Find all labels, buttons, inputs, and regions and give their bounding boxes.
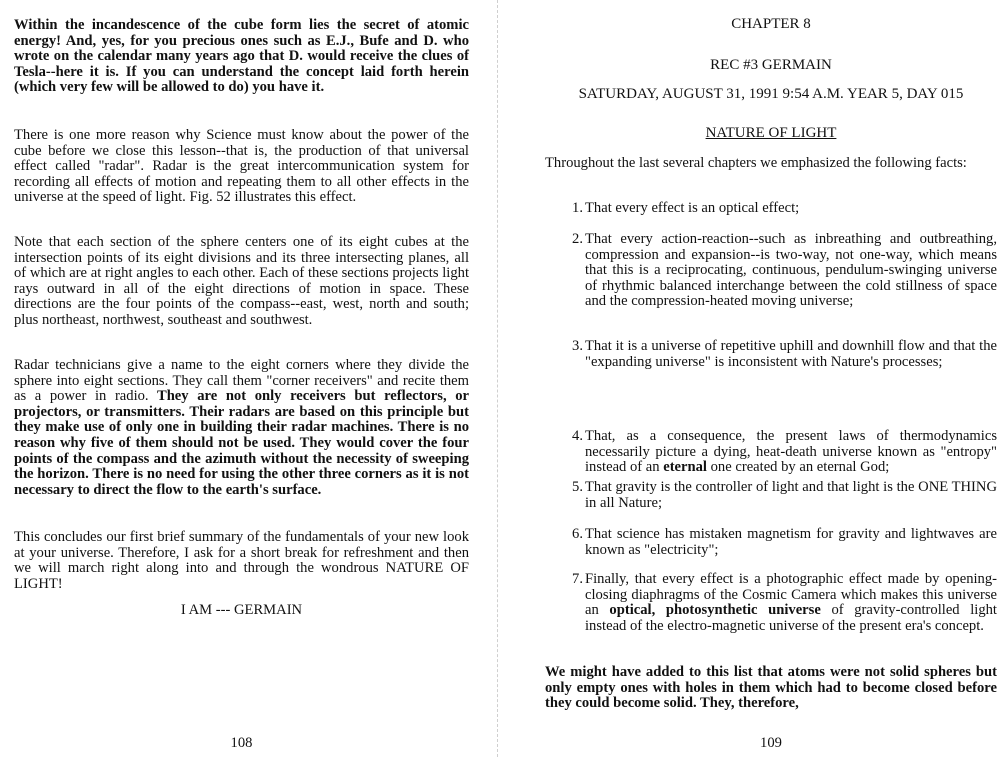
left-page <box>14 0 469 757</box>
right-page <box>545 0 997 757</box>
list-text-part: That, as a consequence, the present laws of thermodynamics necessarily picture a dying, heat-death universe known as "entropy" instead of an <box>585 428 997 476</box>
list-text <box>585 572 997 634</box>
list-number: 5. <box>572 479 583 495</box>
page-number-right: 109 <box>760 735 782 751</box>
list-number: 6. <box>572 526 583 542</box>
left-paragraph-2: There is one more reason why Science must know about the power of the cube before we close this lesson--that is, the production of that universal effect called "radar". Radar is the great intercommunication system for recording all effects of motion and repeating them to all other effects in the universe at the speed of light. Fig. 52 illustrates this effect. <box>14 127 469 206</box>
signature: I AM --- GERMAIN <box>180 602 303 618</box>
list-text-part: one created by an eternal God; <box>706 459 890 476</box>
left-paragraph-3: Note that each section of the sphere centers one of its eight cubes at the intersection points of its eight divisions and its three intersecting planes, all of which are at right angles to each other. Each of these sections projects light rays outward in all of the eight directions of motion in space. These directions are the four points of the compass--east, west, north and south; plus northeast, northwest, southeast and southwest. <box>14 234 469 328</box>
list-number: 1. <box>572 200 583 216</box>
list-text: That every action-reaction--such as inbreathing and outbreathing, compression and expansion--is two-way, not one-way, which means that this is a reciprocating, continuous, pendulum-swinging universe of rhythmic balanced interchange between the cold stillness of space and the compression-heated moving universe; <box>585 231 997 310</box>
list-text-emphasis: eternal <box>663 459 707 476</box>
closing-paragraph: We might have added to this list that atoms were not solid spheres but only empty ones with holes in them which had to become closed before they could become solid. They, therefore, <box>545 664 997 712</box>
list-number: 4. <box>572 428 583 444</box>
list-number: 7. <box>572 571 583 587</box>
gutter-divider <box>497 0 498 757</box>
chapter-heading: CHAPTER 8 <box>731 16 811 32</box>
radar-text-bold: They are not only receivers but reflectors, or projectors, or transmitters. Their radars are based on this principle but they make use of only one in building their radar machines. There is no reason why five of them should not be used. They would cover the four points of the compass and the azimuth without the necessity of sweeping the horizon. There is no need for using the other three corners as it is not necessary to direct the flow to the earth's surface. <box>14 388 469 498</box>
list-text: That it is a universe of repetitive uphill and downhill flow and that the "expanding universe" is inconsistent with Nature's processes; <box>585 338 997 370</box>
section-title: NATURE OF LIGHT <box>705 125 837 141</box>
list-text-emphasis: optical, photosynthetic universe <box>609 602 821 619</box>
page-number-left: 108 <box>230 735 253 751</box>
radar-text-plain: Radar technicians give a name to the eight corners where they divide the sphere into eight sections. They call them "corner receivers" and recite them as a power in radio. <box>14 357 469 405</box>
left-paragraph-1: Within the incandescence of the cube form lies the secret of atomic energy! And, yes, for you precious ones such as E.J., Bufe and D. who wrote on the calendar many years ago that D. would receive the clues of Tesla--here it is. If you can understand the concept laid forth herein (which very few will be allowed to do) you have it. <box>14 17 469 96</box>
list-text: That science has mistaken magnetism for gravity and lightwaves are known as "electricity"; <box>585 526 997 558</box>
left-paragraph-4 <box>14 358 469 498</box>
list-text <box>585 429 997 476</box>
list-text-part: of gravity-controlled light instead of the electro-magnetic universe of the present era's concept. <box>585 602 997 634</box>
intro-paragraph: Throughout the last several chapters we emphasized the following facts: <box>545 155 967 171</box>
list-number: 2. <box>572 231 583 247</box>
list-text: That every effect is an optical effect; <box>585 200 800 216</box>
list-number: 3. <box>572 338 583 354</box>
list-text: That gravity is the controller of light and that light is the ONE THING in all Nature; <box>585 479 997 511</box>
left-paragraph-5: This concludes our first brief summary of the fundamentals of your new look at your universe. Therefore, I ask for a short break for refreshment and then we will march right along into and through the wondrous NATURE OF LIGHT! <box>14 529 469 592</box>
dateline: SATURDAY, AUGUST 31, 1991 9:54 A.M. YEAR 5, DAY 015 <box>578 86 964 102</box>
rec-line: REC #3 GERMAIN <box>710 57 832 73</box>
list-text-part: Finally, that every effect is a photographic effect made by opening-closing diaphragms of the Cosmic Camera which makes this universe an <box>585 571 997 619</box>
